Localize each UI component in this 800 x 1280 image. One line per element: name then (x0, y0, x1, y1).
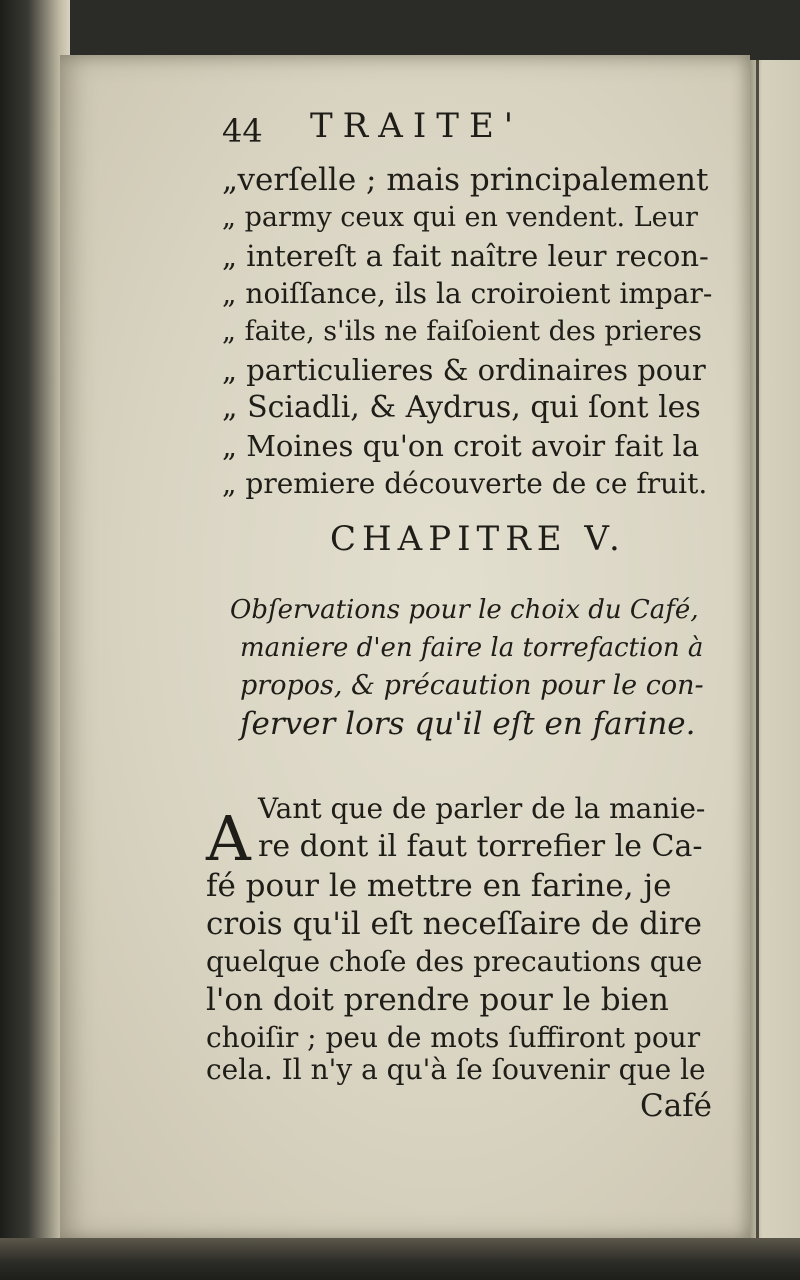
running-head: TRAITE' (310, 106, 524, 146)
catchword: Café (640, 1088, 713, 1124)
quote-line-7: „ Sciadli, & Aydrus, qui ſont les (222, 390, 701, 425)
summary-line-4: ſerver lors qu'il eſt en farine. (240, 706, 696, 742)
summary-line-2: maniere d'en faire la torrefaction à (240, 633, 704, 663)
quote-line-9: „ premiere découverte de ce fruit. (222, 467, 708, 500)
body-line-1: Vant que de parler de la manie- (258, 792, 706, 825)
quote-line-5: „ faite, s'ils ne faiſoient des prieres (222, 316, 702, 347)
body-line-4: crois qu'il eſt neceſſaire de dire (206, 906, 703, 942)
page-number: 44 (222, 112, 263, 150)
quote-line-6: „ particulieres & ordinaires pour (222, 353, 706, 387)
quote-line-8: „ Moines qu'on croit avoir fait la (222, 429, 700, 463)
chapter-heading: CHAPITRE V. (330, 519, 626, 559)
summary-line-1: Obſervations pour le choix du Café, (230, 595, 699, 625)
body-line-2: re dont il faut torrefier le Ca- (258, 829, 703, 864)
body-line-8: cela. Il n'y a qu'à ſe ſouvenir que le (206, 1053, 706, 1086)
summary-line-3: propos, & précaution pour le con- (240, 670, 704, 701)
body-line-3: fé pour le mettre en farine, je (206, 868, 672, 904)
body-line-5: quelque choſe des precautions que (206, 945, 703, 978)
body-line-7: choiſir ; peu de mots ſuffiront pour (206, 1021, 701, 1054)
body-line-6: l'on doit prendre pour le bien (206, 982, 669, 1018)
quote-line-4: „ noiſſance, ils la croiroient impar- (222, 277, 713, 310)
quote-line-2: „ parmy ceux qui en vendent. Leur (222, 202, 698, 233)
quote-line-3: „ intereſt a fait naître leur recon- (222, 239, 709, 273)
drop-cap: A (206, 802, 251, 875)
quote-line-1: „verſelle ; mais principalement (222, 162, 709, 198)
